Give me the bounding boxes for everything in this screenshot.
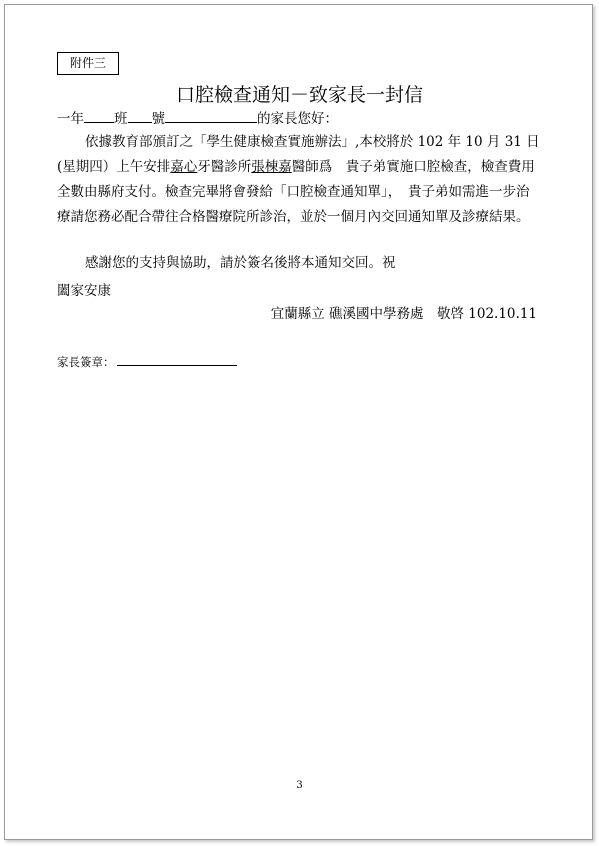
- number-blank: [128, 110, 152, 123]
- thanks-paragraph: [57, 251, 541, 276]
- thanks-text: 感謝您的支持與協助，請於簽名後將本通知交回。祝: [85, 255, 396, 271]
- salutation-line: [57, 107, 338, 127]
- page-number: 3: [296, 780, 303, 791]
- closing-text: 闔家安康: [57, 283, 111, 299]
- salutation-suffix: 的家長您好：: [257, 111, 338, 127]
- number-label: 號: [151, 111, 165, 127]
- class-label: 班: [114, 111, 128, 127]
- clinic-name: 嘉心: [170, 159, 198, 175]
- grade-label: 一年: [57, 111, 84, 127]
- paragraph-text-1: 依據教育部頒訂之「學生健康檢查實施辦法」,本校將於 102 年 10 月 31 日(星期四）上午安排: [57, 134, 540, 175]
- attachment-label: 附件三: [57, 52, 119, 75]
- paragraph-text-3: 醫師爲 貴子弟實施口腔檢查，檢查費用全數由縣府支付。檢查完畢將會發給「口腔檢查通知單」， 貴子弟如需進一步治療請您務必配合帶往合格醫療院所診治，並於一個月內交回通知單及診療結果。: [57, 159, 535, 225]
- sender-line: 宜蘭縣立 礁溪國中學務處 敬啓 102.10.11: [270, 306, 537, 322]
- page-title: 口腔檢查通知－致家長一封信: [175, 84, 423, 106]
- notice-paragraph: [57, 130, 541, 230]
- signature-line: [57, 353, 237, 370]
- doctor-name: 張棟嘉: [251, 159, 292, 175]
- signature-blank[interactable]: [117, 353, 237, 366]
- paragraph-text-2: 牙醫診所: [197, 159, 252, 175]
- signature-label: 家長簽章：: [57, 355, 115, 369]
- class-blank: [84, 110, 114, 123]
- name-blank: [165, 110, 257, 123]
